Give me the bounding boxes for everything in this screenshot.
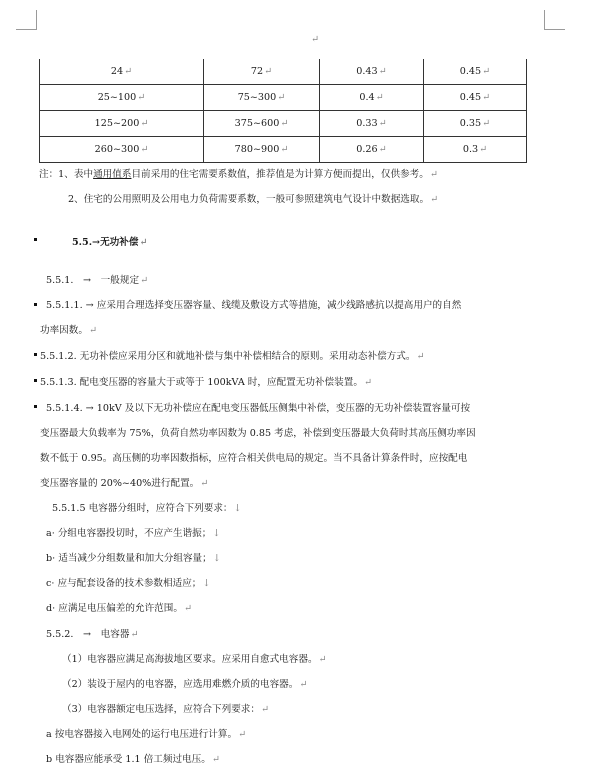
crop-mark-left-v bbox=[36, 10, 37, 30]
table-row bbox=[40, 111, 527, 137]
table-cell: 75~300↵ bbox=[204, 85, 320, 111]
clause-5-5-1-4-cont3: 变压器容量的 20%~40%进行配置。↵ bbox=[40, 478, 209, 489]
bullet-marker bbox=[34, 303, 37, 306]
table-row bbox=[40, 137, 527, 163]
crop-mark-right-v bbox=[544, 10, 545, 30]
clause-5-5-1-3: 5.5.1.3. 配电变压器的容量大于或等于 100kVA 时，应配置无功补偿装置。↵ bbox=[40, 377, 372, 388]
clause-5-5-1-5: 5.5.1.5 电容器分组时，应符合下列要求：↓ bbox=[52, 503, 242, 514]
clause-5-5-1-4-cont2: 数不低于 0.95。高压侧的功率因数指标，应符合相关供电局的规定。当不具备计算条件时，应按配电 bbox=[40, 453, 468, 464]
table-row bbox=[40, 59, 527, 85]
clause-5-5-2: 5.5.2. → 电容器↵ bbox=[46, 629, 139, 640]
section-heading-5-5: 5.5.→无功补偿↵ bbox=[72, 237, 148, 248]
table-cell: 0.35↵ bbox=[424, 111, 527, 137]
clause-5-5-1: 5.5.1. → 一般规定↵ bbox=[46, 275, 149, 286]
table-cell: 24↵ bbox=[40, 59, 204, 85]
bullet-marker bbox=[34, 379, 37, 382]
table-note-1: 注：1、表中通用值系目前采用的住宅需要系数值，推荐值是为计算方便而提出，仅供参考。↵ bbox=[39, 169, 438, 180]
demand-factor-table bbox=[39, 59, 527, 163]
table-cell: 0.45↵ bbox=[424, 59, 527, 85]
capacitor-sub-b: b 电容器应能承受 1.1 倍工频过电压。↵ bbox=[46, 754, 220, 765]
list-item-c: c· 应与配套设备的技术参数相适应；↓ bbox=[46, 578, 211, 589]
clause-5-5-1-1-cont: 功率因数。↵ bbox=[40, 325, 98, 336]
list-item-d: d· 应满足电压偏差的允许范围。↵ bbox=[46, 603, 193, 614]
crop-mark-right-h bbox=[544, 29, 565, 30]
capacitor-item-2: （2）装设于屋内的电容器，应选用难燃介质的电容器。↵ bbox=[62, 679, 308, 690]
table-cell: 72↵ bbox=[204, 59, 320, 85]
capacitor-sub-a: a 按电容器接入电网处的运行电压进行计算。↵ bbox=[46, 729, 247, 740]
table-note-2: 2、住宅的公用照明及公用电力负荷需要系数，一般可参照建筑电气设计中数据选取。↵ bbox=[68, 194, 439, 205]
crop-mark-left-h bbox=[16, 29, 37, 30]
table-cell: 125~200↵ bbox=[40, 111, 204, 137]
list-item-a: a· 分组电容器投切时，不应产生谐振；↓ bbox=[46, 528, 221, 539]
table-cell: 0.3↵ bbox=[424, 137, 527, 163]
header-paragraph-mark: ↵ bbox=[311, 34, 320, 45]
table-cell: 260~300↵ bbox=[40, 137, 204, 163]
table-cell: 0.26↵ bbox=[320, 137, 424, 163]
bullet-marker bbox=[34, 353, 37, 356]
table-cell: 375~600↵ bbox=[204, 111, 320, 137]
table-cell: 0.33↵ bbox=[320, 111, 424, 137]
list-item-b: b· 适当减少分组数量和加大分组容量；↓ bbox=[46, 553, 221, 564]
capacitor-item-3: （3）电容器额定电压选择，应符合下列要求：↵ bbox=[62, 704, 270, 715]
bullet-marker bbox=[34, 405, 37, 408]
table-cell: 25~100↵ bbox=[40, 85, 204, 111]
table-cell: 0.43↵ bbox=[320, 59, 424, 85]
table-cell: 0.45↵ bbox=[424, 85, 527, 111]
clause-5-5-1-1: 5.5.1.1. → 应采用合理选择变压器容量、线缆及敷设方式等措施，减少线路感抗以提高用户的自然 bbox=[46, 300, 462, 311]
table-cell: 780~900↵ bbox=[204, 137, 320, 163]
clause-5-5-1-4-cont1: 变压器最大负载率为 75%，负荷自然功率因数为 0.85 考虑，补偿到变压器最大负荷时其高压侧功率因 bbox=[40, 428, 476, 439]
table-row bbox=[40, 85, 527, 111]
bullet-marker bbox=[34, 238, 37, 241]
clause-5-5-1-2: 5.5.1.2. 无功补偿应采用分区和就地补偿与集中补偿相结合的原则。采用动态补偿方式。↵ bbox=[40, 351, 425, 362]
capacitor-item-1: （1）电容器应满足高海拔地区要求。应采用自愈式电容器。↵ bbox=[62, 654, 327, 665]
table-cell: 0.4↵ bbox=[320, 85, 424, 111]
clause-5-5-1-4: 5.5.1.4. → 10kV 及以下无功补偿应在配电变压器低压侧集中补偿，变压器的无功补偿装置容量可按 bbox=[46, 403, 471, 414]
